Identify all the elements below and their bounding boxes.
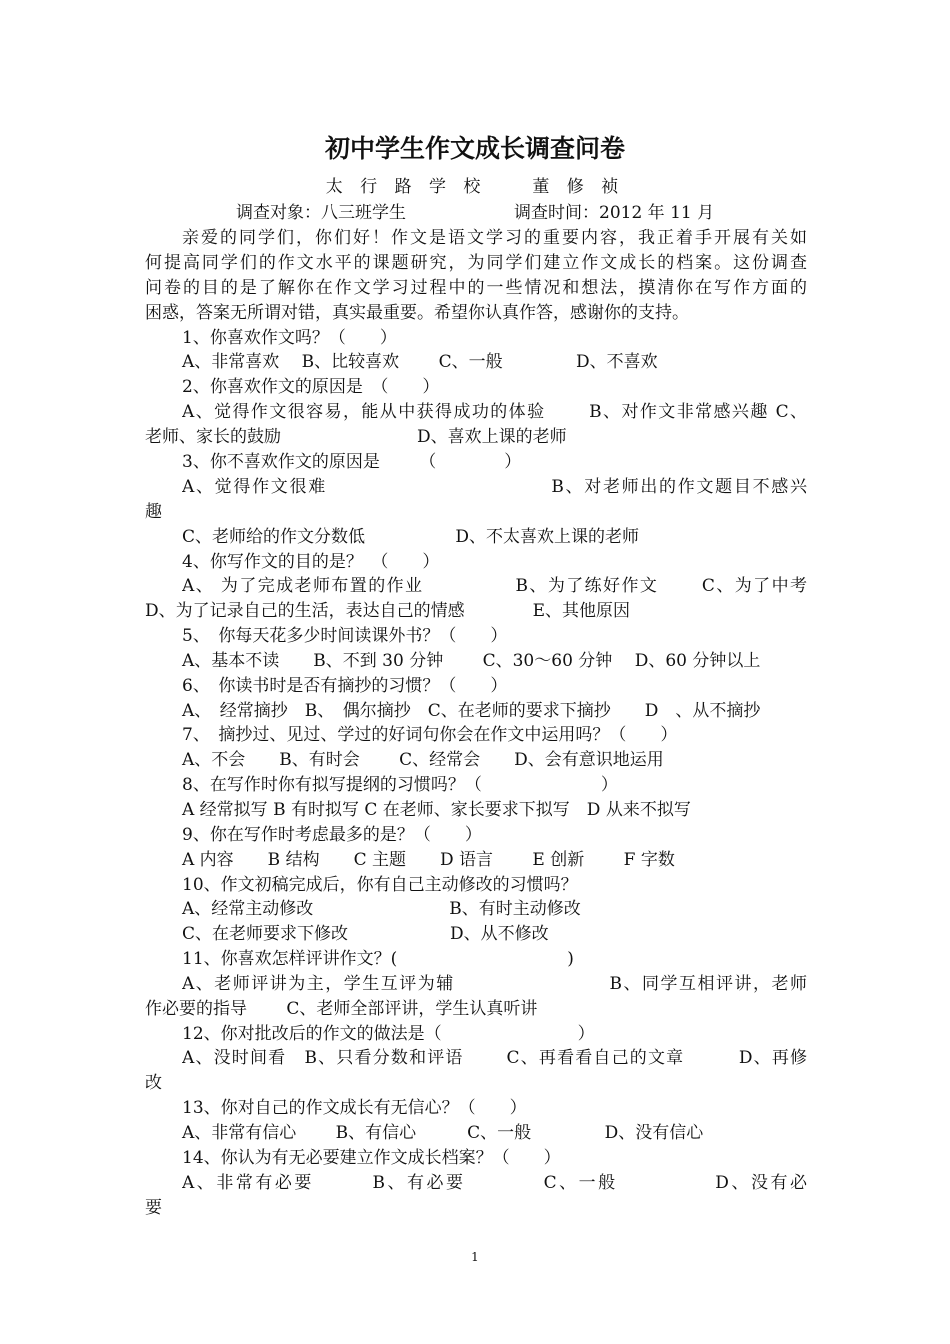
- question-11: 11、你喜欢怎样评讲作文？( ): [182, 949, 574, 969]
- options-1: A、非常喜欢 B、比较喜欢 C、一般 D、不喜欢: [182, 352, 658, 372]
- options-4-cont: D、为了记录自己的生活，表达自己的情感 E、其他原因: [145, 601, 631, 621]
- question-14: 14、你认为有无必要建立作文成长档案？（ ）: [182, 1148, 561, 1168]
- options-12: A、没时间看 B、只看分数和评语 C、再看看自己的文章 D、再修: [182, 1048, 807, 1068]
- question-10: 10、作文初稿完成后，你有自己主动修改的习惯吗？: [182, 875, 578, 895]
- intro-line: 困惑，答案无所谓对错，真实最重要。希望你认真作答，感谢你的支持。: [145, 303, 689, 323]
- page-title: 初中学生作文成长调查问卷: [324, 134, 625, 163]
- options-14: A、非常有必要 B、有必要 C、一般 D、没有必: [182, 1173, 807, 1193]
- intro-line: 何提高同学们的作文水平的课题研究，为同学们建立作文成长的档案。这份调查: [145, 253, 807, 273]
- options-14-cont: 要: [145, 1198, 162, 1218]
- question-3: 3、你不喜欢作文的原因是 （ ）: [182, 452, 522, 472]
- options-4: A、 为了完成老师布置的作业 B、为了练好作文 C、为了中考: [182, 576, 807, 596]
- options-9: A 内容 B 结构 C 主题 D 语言 E 创新 F 字数: [182, 850, 675, 870]
- intro-line: 亲爱的同学们，你们好！作文是语文学习的重要内容，我正着手开展有关如: [182, 228, 807, 248]
- question-2: 2、你喜欢作文的原因是 （ ）: [182, 377, 440, 397]
- options-11: A、老师评讲为主，学生互评为辅 B、同学互相评讲，老师: [182, 974, 807, 994]
- options-6: A、 经常摘抄 B、 偶尔摘抄 C、在老师的要求下摘抄 D 、从不摘抄: [182, 701, 761, 721]
- options-12-cont: 改: [145, 1073, 162, 1093]
- options-3: A、觉得作文很难 B、对老师出的作文题目不感兴: [182, 477, 807, 497]
- question-13: 13、你对自己的作文成长有无信心？（ ）: [182, 1098, 527, 1118]
- options-10b: C、在老师要求下修改 D、从不修改: [182, 924, 549, 944]
- question-1: 1、你喜欢作文吗？（ ）: [182, 328, 397, 348]
- options-2: A、觉得作文很容易，能从中获得成功的体验 B、对作文非常感兴趣 C、: [182, 402, 807, 422]
- options-3-cont: 趣: [145, 502, 162, 522]
- options-8: A 经常拟写 B 有时拟写 C 在老师、家长要求下拟写 D 从来不拟写: [182, 800, 691, 820]
- survey-target: 调查对象：八三班学生: [236, 203, 406, 223]
- question-7: 7、 摘抄过、见过、学过的好词句你会在作文中运用吗？（ ）: [182, 725, 678, 745]
- options-3b: C、老师给的作文分数低 D、不太喜欢上课的老师: [182, 527, 640, 547]
- question-8: 8、在写作时你有拟写提纲的习惯吗？（ ）: [182, 775, 618, 795]
- question-9: 9、你在写作时考虑最多的是？（ ）: [182, 825, 482, 845]
- options-11-cont: 作必要的指导 C、老师全部评讲，学生认真听讲: [145, 999, 538, 1019]
- question-5: 5、 你每天花多少时间读课外书？（ ）: [182, 626, 508, 646]
- question-4: 4、你写作文的目的是？ （ ）: [182, 552, 440, 572]
- question-6: 6、 你读书时是否有摘抄的习惯？（ ）: [182, 676, 508, 696]
- author-line: 太 行 路 学 校 董 修 祯: [325, 177, 625, 197]
- question-12: 12、你对批改后的作文的做法是（ ）: [182, 1024, 595, 1044]
- options-10: A、经常主动修改 B、有时主动修改: [182, 899, 581, 919]
- options-2-cont: 老师、家长的鼓励 D、喜欢上课的老师: [145, 427, 567, 447]
- page-number: 1: [471, 1250, 479, 1264]
- survey-time: 调查时间：2012 年 11 月: [514, 203, 715, 223]
- intro-line: 问卷的目的是了解你在作文学习过程中的一些情况和想法，摸清你在写作方面的: [145, 278, 807, 298]
- options-7: A、不会 B、有时会 C、经常会 D、会有意识地运用: [182, 750, 664, 770]
- options-5: A、基本不读 B、不到 30 分钟 C、30～60 分钟 D、60 分钟以上: [182, 651, 761, 671]
- options-13: A、非常有信心 B、有信心 C、一般 D、没有信心: [182, 1123, 704, 1143]
